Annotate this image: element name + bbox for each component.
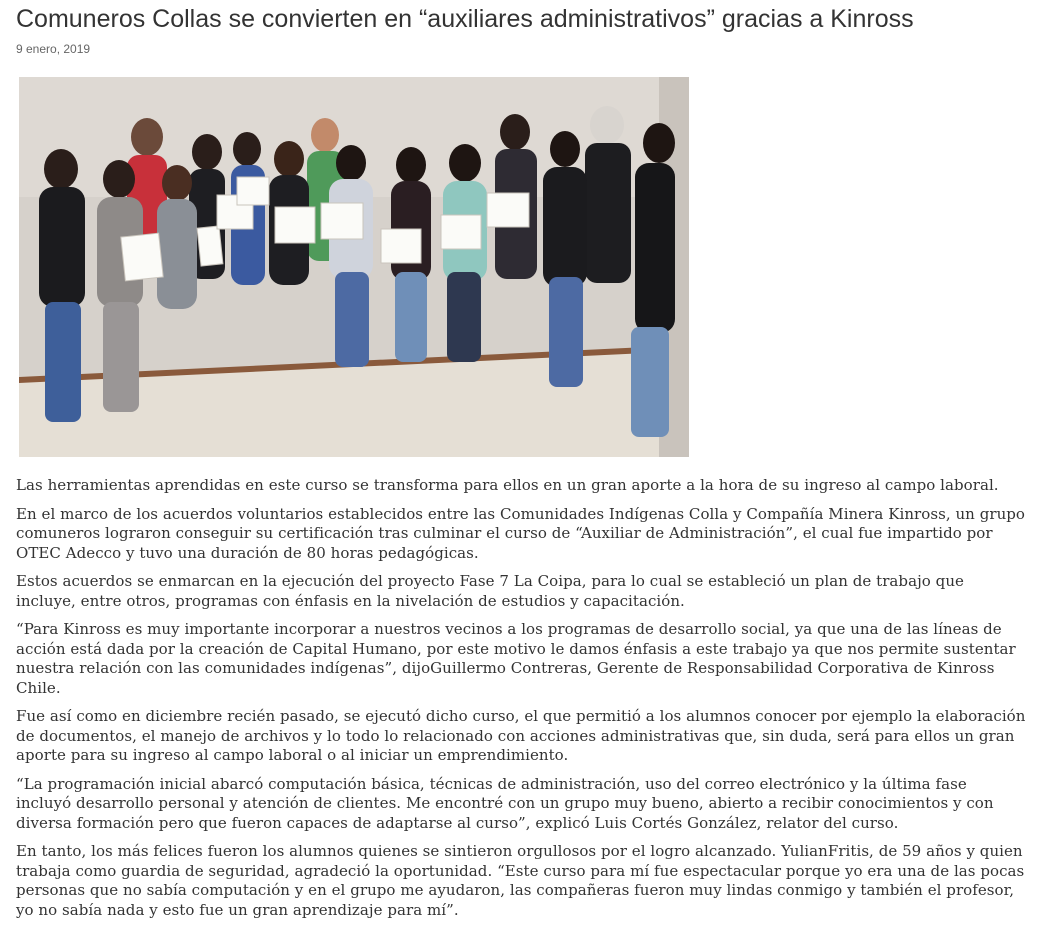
paragraph: Estos acuerdos se enmarcan en la ejecución del proyecto Fase 7 La Coipa, para lo cual se estableció un plan de trabajo que incluye, entre otros, programas con énfasis en la nivelación de estudios y capacitación. [16,572,964,610]
paragraph: En tanto, los más felices fueron los alumnos quienes se sintieron orgullosos por el logro alcanzado. YulianFritis, de 59 años y quien trabaja como guardia de seguridad, agradeció la oportunidad. “Este curso para mí fue espectacular porque yo era una de las pocas personas que no sabía computación y en el grupo me ayudaron, las compañeras fueron muy lindas conmigo y también el profesor, yo no sabía nada y esto fue un gran aprendizaje para mí”. [16,842,1025,919]
article-body [16,476,1026,920]
paragraph: “Para Kinross es muy importante incorporar a nuestros vecinos a los programas de desarrollo social, ya que una de las líneas de acción está dada por la creación de Capital Humano, por este motivo le damos énfasis a este trabajo ya que nos permite sustentar nuestra relación con las comunidades indígenas”, dijoGuillermo Contreras, Gerente de Responsabilidad Corporativa de Kinross Chile. [16,620,1016,697]
paragraph: En el marco de los acuerdos voluntarios establecidos entre las Comunidades Indígenas Colla y Compañía Minera Kinross, un grupo comuneros lograron conseguir su certificación tras culminar el curso de “Auxiliar de Administración”, el cual fue impartido por OTEC Adecco y tuvo una duración de 80 horas pedagógicas. [16,504,1026,562]
paragraph: Las herramientas aprendidas en este curso se transforma para ellos en un gran aporte a la hora de su ingreso al campo laboral. [16,476,999,494]
group-photo-icon [19,77,689,457]
article-date: 9 enero, 2019 [16,42,91,56]
article-title: Comuneros Collas se convierten en “auxiliares administrativos” gracias a Kinross [16,5,914,33]
paragraph: Fue así como en diciembre recién pasado, se ejecutó dicho curso, el que permitió a los alumnos conocer por ejemplo la elaboración de documentos, el manejo de archivos y lo todo lo relacionado con acciones administrativas que, sin duda, será para ellos un gran aporte para su ingreso al campo laboral o al iniciar un emprendimiento. [16,707,1026,764]
paragraph: “La programación inicial abarcó computación básica, técnicas de administración, uso del correo electrónico y la última fase incluyó desarrollo personal y atención de clientes. Me encontré con un grupo muy bueno, abierto a recibir conocimientos y con diversa formación pero que fueron capaces de adaptarse al curso”, explicó Luis Cortés González, relator del curso. [16,774,994,832]
